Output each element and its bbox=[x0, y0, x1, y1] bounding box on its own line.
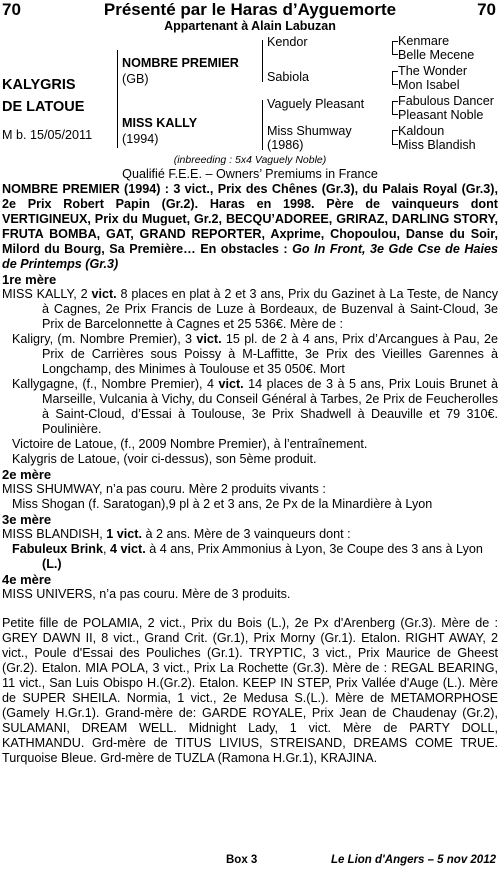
horse-name-line1: KALYGRIS bbox=[2, 77, 76, 93]
third-dam-heading: 3e mère bbox=[2, 512, 52, 527]
great-grandparent: Belle Mecene bbox=[398, 48, 475, 62]
sire-bracket bbox=[117, 50, 118, 148]
great-grandparent: Kenmare bbox=[398, 34, 450, 48]
obstacles-record: Go In Front, 3e Gde Cse de Haies de Printemps (Gr.3) bbox=[2, 242, 498, 271]
owner-line: Appartenant à Alain Labuzan bbox=[164, 19, 336, 33]
fourth-dam-record: MISS UNIVERS, n’a pas couru. Mère de 3 produits. bbox=[2, 587, 291, 601]
second-dam-record: MISS SHUMWAY, n’a pas couru. Mère 2 produits vivants : bbox=[2, 482, 326, 496]
fourth-dam-heading: 4e mère bbox=[2, 572, 52, 587]
dam-year: (1994) bbox=[122, 132, 159, 146]
sire-record: NOMBRE PREMIER (1994) : 3 vict., Prix des Chênes (Gr.3), du Palais Royal (Gr.3), 2e Prix Robert Papin (Gr.2). Haras en 1998. Père de vainqueurs dont VERTIGINEUX, Prix du Muguet, Gr.2, BECQU’ADOREE, GRIRAZ, DARLING STORY, FRUTA BOMBA, GAT, GRAND REPORTER, Axprime, Chopoulou, Danse du Soir, Milord du Bourg, Sa Première… En obstacles : Go In Front, 3e Gde Cse de Haies de Printemps (Gr.3) bbox=[2, 182, 498, 271]
third-dam-record: MISS BLANDISH, 1 vict. à 2 ans. Mère de 3 vainqueurs dont : bbox=[2, 527, 351, 541]
inbreeding-note: (inbreeding : 5x4 Vaguely Noble) bbox=[173, 154, 327, 166]
horse-birth: M b. 15/05/2011 bbox=[2, 128, 93, 142]
lot-number-right: 70 bbox=[477, 0, 496, 19]
horse-name-line2: DE LATOUE bbox=[2, 99, 85, 115]
sire-origin: (GB) bbox=[122, 72, 149, 86]
lot-number-left: 70 bbox=[2, 0, 21, 19]
qualification-line: Qualifié F.E.E. – Owners’ Premiums in France bbox=[122, 167, 378, 181]
catalogue-body bbox=[2, 182, 498, 766]
box-number: Box 3 bbox=[226, 854, 258, 866]
produce-item: Kaligry, (m. Nombre Premier), 3 vict. 15 pl. de 2 à 4 ans, Prix d’Arcangues à Pau, 2e Prix de Carrières sous Poissy à M-Laffitte, 3e Prix des Vieilles Garennes à Longchamp, des Minimes à Toulouse et 35 050€. Mort bbox=[12, 332, 499, 376]
great-grandparent: Fabulous Dancer bbox=[398, 94, 494, 108]
grandsire-sire: Kendor bbox=[267, 35, 308, 49]
first-dam-record: MISS KALLY, 2 vict. 8 places en plat à 2 et 3 ans, Prix du Gazinet à La Teste, de Nancy à Cagnes, 2e Prix Francis de Luze à Bordeaux, de Buzenval à Saint-Cloud, 3e Prix de Barcelonnette à Cagnes et 25 536€. Mère de : bbox=[2, 287, 499, 331]
grandsire-dam: Vaguely Pleasant bbox=[267, 97, 365, 111]
dam-name: MISS KALLY bbox=[122, 116, 198, 130]
granddam-dam: Miss Shumway bbox=[267, 124, 352, 138]
sale-place-date: Le Lion d'Angers – 5 nov 2012 bbox=[330, 854, 496, 866]
produce-item: Miss Shogan (f. Saratogan),9 pl à 2 et 3 ans, 2e Px de la Minardière à Lyon bbox=[12, 497, 433, 511]
granddam-sire: Sabiola bbox=[267, 70, 310, 84]
great-grandparent: The Wonder bbox=[398, 64, 468, 78]
produce-item: Kalygris de Latoue, (voir ci-dessus), son 5ème produit. bbox=[12, 452, 317, 466]
great-grandparent: Miss Blandish bbox=[398, 138, 476, 152]
great-grandparent: Mon Isabel bbox=[398, 78, 460, 92]
great-grandparent: Pleasant Noble bbox=[398, 108, 484, 122]
first-dam-heading: 1re mère bbox=[2, 272, 57, 287]
produce-item: Fabuleux Brink, 4 vict. à 4 ans, Prix Ammonius à Lyon, 3e Coupe des 3 ans à Lyon (L.) bbox=[12, 542, 483, 571]
sire-name: NOMBRE PREMIER bbox=[122, 56, 239, 70]
produce-item: Kallygagne, (f., Nombre Premier), 4 vict. 14 places de 3 à 5 ans, Prix Louis Brunet à Marseille, Vulcania à Vichy, du Conseil Général à Tarbes, 2e Prix de Feucherolles à Saint-Cloud, d’Essai à Toulouse, 3e Prix Shadwell à Deauville et 79 310€. Poulinière. bbox=[12, 377, 499, 436]
sire-grand-bracket bbox=[262, 40, 263, 82]
family-notes: Petite fille de POLAMIA, 2 vict., Prix du Bois (L.), 2e Px d'Arenberg (Gr.3). Mère de : GREY DAWN II, 8 vict., Grand Crit. (Gr.1), Prix Morny (Gr.1). Etalon. RIGHT AWAY, 2 vict., Poule d'Essai des Pouliches (Gr.1). TRYPTIC, 3 vict., Prix Maurice de Gheest (Gr.2). Etalon. MIA POLA, 3 vict., Prix La Rochette (Gr.3). Mère de : REGAL BEARING, 11 vict., San Luis Obispo H.(Gr.2). Etalon. KEEP IN STEP, Prix Vallée d'Auge (L.). Mère de SUPER SHEILA. Normia, 1 vict., 2e Medusa S.(L.). Mère de METAMORPHOSE (Gamely H.Gr.1). Grand-mère de: GARDE ROYALE, Prix Jean de Chaudenay (Gr.2), SULAMANI, DREAM WELL. Midnight Lady, 1 vict. Mère de PARTY DOLL, KATHMANDU. Grd-mère de TITUS LIVIUS, STREISAND, DREAMS COME TRUE. Turquoise Bleue. Grd-mère de TUZLA (Ramona H.Gr.1), KRAJINA. bbox=[2, 616, 498, 765]
great-grandparent: Kaldoun bbox=[398, 124, 445, 138]
granddam-dam-year: (1986) bbox=[267, 138, 304, 152]
produce-item: Victoire de Latoue, (f., 2009 Nombre Premier), à l’entraînement. bbox=[12, 437, 368, 451]
second-dam-heading: 2e mère bbox=[2, 467, 52, 482]
dam-grand-bracket bbox=[262, 100, 263, 150]
page-title: Présenté par le Haras d’Ayguemorte bbox=[103, 0, 397, 19]
